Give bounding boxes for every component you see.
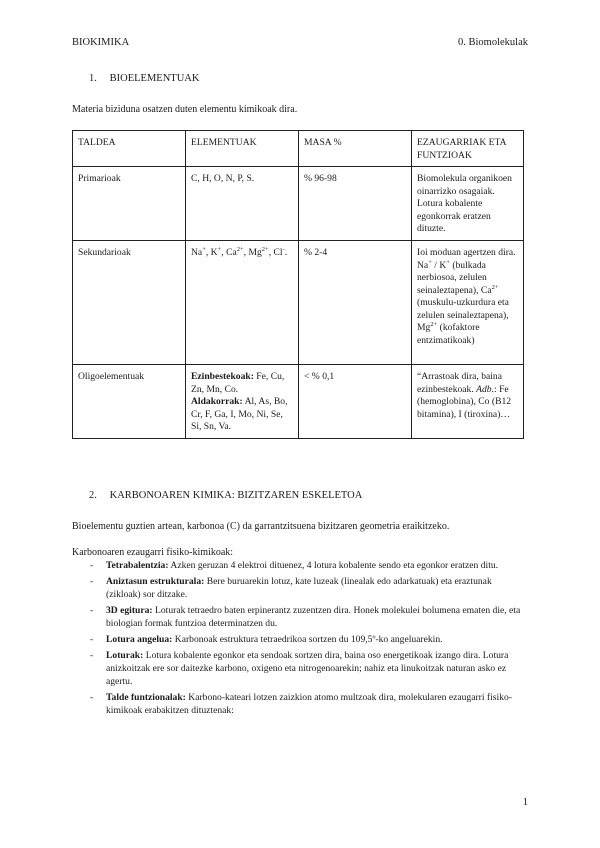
features-cell: “Arrastoak dira, baina ezinbestekoak. Adb.: Fe (hemoglobina), Co (B12 bitamina), I (tiroxina)… [412, 365, 524, 439]
bioelements-table [72, 130, 524, 439]
section-1-title [89, 73, 199, 84]
elements-cell: C, H, O, N, P, S. [186, 167, 299, 241]
section-2-title [89, 490, 362, 501]
table-row [73, 241, 524, 365]
section-2-intro: Bioelementu guztien artean, karbonoa (C) da garrantzitsuena bizitzaren geometria eraikitzeko. [72, 521, 450, 532]
mass-cell: < % 0,1 [299, 365, 412, 439]
section-1-heading: BIOELEMENTUAK [109, 73, 200, 84]
table-row [73, 167, 524, 241]
header-features: EZAUGARRIAK ETA FUNTZIOAK [412, 131, 524, 167]
list-item: - 3D egitura: Loturak tetraedro baten erpinerantz zuzentzen dira. Honek molekulei bolumena ematen die, eta biologian formak funtzioa determinatzen du. [90, 605, 521, 629]
section-2-number: 2. [89, 490, 97, 501]
elements-cell: Ezinbestekoak: Fe, Cu, Zn, Mn, Co. Aldakorrak: Al, As, Bo, Cr, F, Ga, I, Mo, Ni, Se, Si, Sn, Va. [186, 365, 299, 439]
list-item: - Lotura angelua: Karbonoak estruktura tetraedrikoa sortzen du 109,5º-ko angeluarekin. [90, 634, 443, 645]
section-1-intro: Materia biziduna osatzen duten elementu kimikoak dira. [72, 104, 298, 115]
header-group: TALDEA [73, 131, 186, 167]
section-1-number: 1. [89, 73, 97, 84]
group-cell: Oligoelementuak [73, 365, 186, 439]
mass-cell: % 2-4 [299, 241, 412, 365]
header-chapter: 0. Biomolekulak [458, 37, 528, 48]
table-header-row [73, 131, 524, 167]
features-cell: Biomolekula organikoen oinarrizko osagaiak. Lotura kobalente egonkorrak eratzen dituzte. [412, 167, 524, 241]
header-subject: BIOKIMIKA [72, 37, 130, 48]
list-item: - Loturak: Lotura kobalente egonkor eta sendoak sortzen dira, baina oso energetikoak izango dira. Lotura anizkoitzak ere sor daitezke karbono, oxigeno eta nitrogenoarekin; nahiz eta linukoitzak naturan asko ez agertu. [90, 650, 509, 687]
page-header [72, 37, 528, 51]
carbon-properties-list [90, 559, 522, 720]
section-2-heading: KARBONOAREN KIMIKA: BIZITZAREN ESKELETOA [109, 490, 363, 501]
header-elements: ELEMENTUAK [186, 131, 299, 167]
list-item: - Talde funtzionalak: Karbono-kateari lotzen zaizkion atomo multzoak dira, molekularen ezaugarri fisiko-kimikoak erabakitzen dituztenak: [90, 692, 512, 716]
features-cell: Ioi moduan agertzen dira. Na+ / K+ (bulkada nerbiosoa, zelulen seinaleztapena), $Ca^{2+}$ (muskulu-uzkurdura eta zelulen seinaleztapena), $Mg^{2+}$ (kofaktore entzimatikoak) [412, 241, 524, 365]
list-item: - Tetrabalentzia: Azken geruzan 4 elektroi dituenez, 4 lotura kobalente sendo eta egonkor eratzen ditu. [90, 560, 499, 571]
table-row [73, 365, 524, 439]
group-cell: Sekundarioak [73, 241, 186, 365]
list-item: - Aniztasun estrukturala: Bere buruarekin lotuz, kate luzeak (linealak edo adarkatuak) eta eraztunak (zikloak) sor ditzake. [90, 576, 492, 600]
group-cell: Primarioak [73, 167, 186, 241]
header-mass: MASA % [299, 131, 412, 167]
mass-cell: % 96-98 [299, 167, 412, 241]
elements-cell: Na+, K+, $Ca^{2+}$, $Mg^{2+}$, Cl-. [186, 241, 299, 365]
page-number: 1 [522, 797, 528, 808]
section-2-lead: Karbonoaren ezaugarri fisiko-kimikoak: [72, 547, 234, 558]
